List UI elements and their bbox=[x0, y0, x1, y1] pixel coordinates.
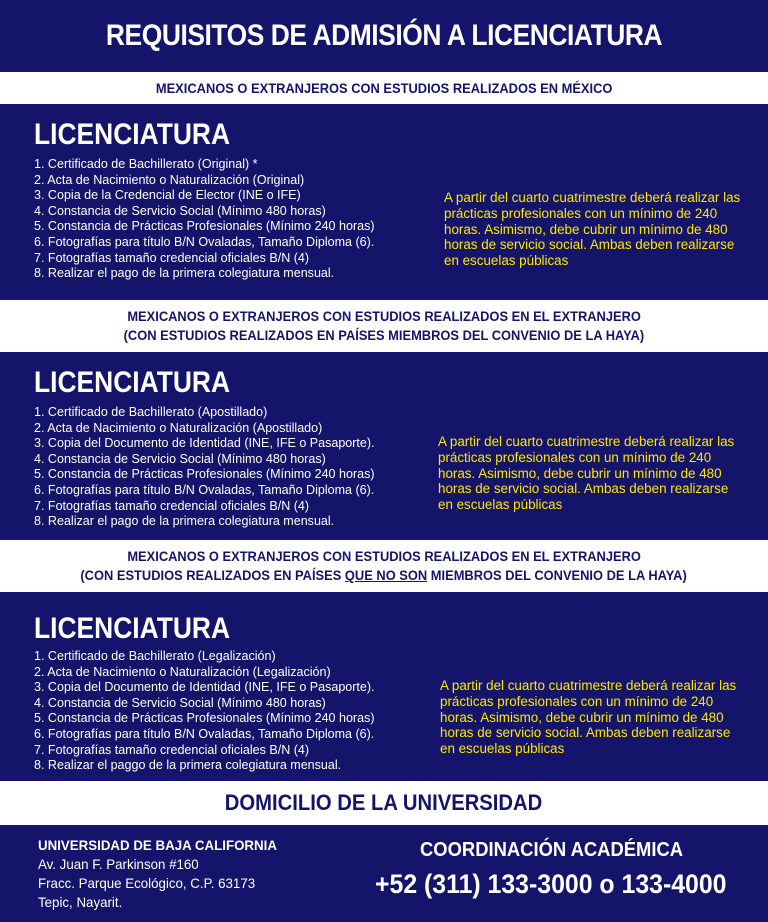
category-band-line bbox=[81, 566, 687, 585]
list-item: 7. Fotografías tamaño credencial oficiales B/N (4) bbox=[34, 741, 310, 757]
list-item: 6. Fotografías para título B/N Ovaladas, Tamaño Diploma (6). bbox=[34, 233, 375, 249]
requirements-list bbox=[34, 404, 375, 529]
address-line: Fracc. Parque Ecológico, C.P. 63173 bbox=[38, 875, 256, 891]
page-header bbox=[0, 0, 768, 72]
category-band-line: MEXICANOS O EXTRANJEROS CON ESTUDIOS REALIZADOS EN EL EXTRANJERO bbox=[127, 308, 641, 324]
category-band-line: MEXICANOS O EXTRANJEROS CON ESTUDIOS REALIZADOS EN MÉXICO bbox=[155, 79, 613, 96]
list-item: 3. Copia del Documento de Identidad (INE, IFE o Pasaporte). bbox=[34, 679, 375, 695]
page-title: REQUISITOS DE ADMISIÓN A LICENCIATURA bbox=[105, 19, 663, 52]
band-text: MIEMBROS DEL CONVENIO DE LA HAYA) bbox=[427, 567, 688, 583]
list-item: 6. Fotografías para título B/N Ovaladas, Tamaño Diploma (6). bbox=[34, 725, 375, 741]
section-heading: LICENCIATURA bbox=[34, 366, 231, 399]
list-item: 4. Constancia de Servicio Social (Mínimo 480 horas) bbox=[34, 450, 326, 466]
category-band-hague-members bbox=[0, 300, 768, 352]
requirements-list bbox=[34, 648, 375, 773]
list-item: 8. Realizar el paggo de la primera colegiatura mensual. bbox=[34, 757, 342, 773]
requirements-section-hague-nonmembers bbox=[0, 592, 768, 781]
footer bbox=[0, 825, 768, 922]
list-item: 1. Certificado de Bachillerato (Legalización) bbox=[34, 648, 276, 663]
list-item: 8. Realizar el pago de la primera colegiatura mensual. bbox=[34, 513, 335, 529]
category-band-mexico bbox=[0, 72, 768, 104]
address-heading: DOMICILIO DE LA UNIVERSIDAD bbox=[225, 790, 543, 815]
list-item: 7. Fotografías tamaño credencial oficiales B/N (4) bbox=[34, 497, 310, 513]
band-text: (CON ESTUDIOS REALIZADOS EN PAÍSES bbox=[80, 567, 346, 583]
list-item: 2. Acta de Nacimiento o Naturalización (Apostillado) bbox=[34, 419, 323, 435]
category-band-hague-nonmembers bbox=[0, 540, 768, 592]
practice-note: A partir del cuarto cuatrimestre deberá realizar las prácticas profesionales con un mínimo de 240 horas. Asimismo, debe cubrir un mínimo de 480 horas de servicio social. Ambas deben realizarse en escuelas públicas bbox=[440, 678, 737, 757]
band-emphasis: QUE NO SON bbox=[345, 567, 428, 583]
list-item: 5. Constancia de Prácticas Profesionales (Mínimo 240 horas) bbox=[34, 710, 375, 726]
list-item: 1. Certificado de Bachillerato (Apostillado) bbox=[34, 404, 268, 419]
phone-number: +52 (311) 133-3000 o 133-4000 bbox=[375, 869, 727, 899]
section-heading: LICENCIATURA bbox=[34, 118, 231, 151]
practice-note: A partir del cuarto cuatrimestre deberá realizar las prácticas profesionales con un mínimo de 240 horas. Asimismo, debe cubrir un mínimo de 480 horas de servicio social. Ambas deben realizarse en escuelas públicas bbox=[444, 190, 741, 269]
category-band-line: MEXICANOS O EXTRANJEROS CON ESTUDIOS REALIZADOS EN EL EXTRANJERO bbox=[127, 548, 641, 564]
list-item: 5. Constancia de Prácticas Profesionales (Mínimo 240 horas) bbox=[34, 218, 375, 234]
contact-label: COORDINACIÓN ACADÉMICA bbox=[420, 839, 684, 861]
list-item: 6. Fotografías para título B/N Ovaladas, Tamaño Diploma (6). bbox=[34, 481, 375, 497]
requirements-list bbox=[34, 156, 375, 281]
list-item: 3. Copia del Documento de Identidad (INE, IFE o Pasaporte). bbox=[34, 435, 375, 451]
category-band-line: (CON ESTUDIOS REALIZADOS EN PAÍSES MIEMBROS DEL CONVENIO DE LA HAYA) bbox=[123, 327, 645, 343]
address-band bbox=[0, 781, 768, 825]
list-item: 2. Acta de Nacimiento o Naturalización (Original) bbox=[34, 171, 305, 187]
list-item: 3. Copia de la Credencial de Elector (INE o IFE) bbox=[34, 187, 301, 203]
requirements-section-mexico bbox=[0, 104, 768, 300]
section-heading: LICENCIATURA bbox=[34, 612, 231, 645]
list-item: 5. Constancia de Prácticas Profesionales (Mínimo 240 horas) bbox=[34, 466, 375, 482]
list-item: 4. Constancia de Servicio Social (Mínimo 480 horas) bbox=[34, 202, 326, 218]
list-item: 8. Realizar el pago de la primera colegiatura mensual. bbox=[34, 265, 335, 281]
address-line: Av. Juan F. Parkinson #160 bbox=[38, 856, 199, 872]
university-name: UNIVERSIDAD DE BAJA CALIFORNIA bbox=[38, 837, 277, 853]
address-line: Tepic, Nayarit. bbox=[38, 894, 123, 910]
practice-note: A partir del cuarto cuatrimestre deberá realizar las prácticas profesionales con un mínimo de 240 horas. Asimismo, debe cubrir un mínimo de 480 horas de servicio social. Ambas deben realizarse en escuelas públicas bbox=[438, 434, 735, 513]
list-item: 7. Fotografías tamaño credencial oficiales B/N (4) bbox=[34, 249, 310, 265]
requirements-section-hague-members bbox=[0, 352, 768, 540]
list-item: 2. Acta de Nacimiento o Naturalización (Legalización) bbox=[34, 663, 331, 679]
list-item: 1. Certificado de Bachillerato (Original) * bbox=[34, 156, 258, 171]
list-item: 4. Constancia de Servicio Social (Mínimo 480 horas) bbox=[34, 694, 326, 710]
